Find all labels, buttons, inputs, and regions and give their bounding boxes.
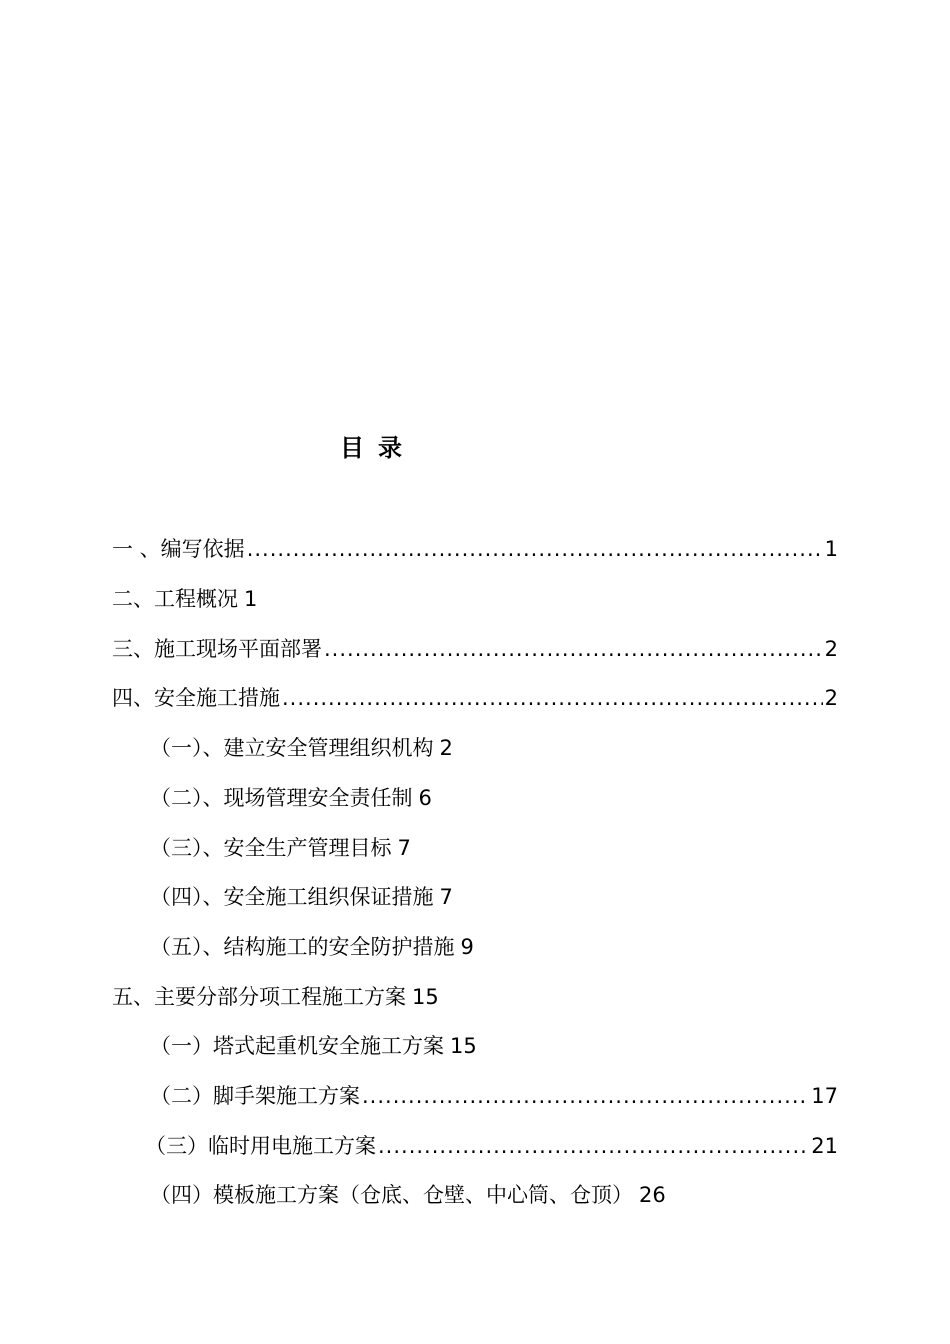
toc-entry[interactable] <box>112 980 439 1014</box>
toc-entry-label: （五）、结构施工的安全防护措施 <box>150 935 455 959</box>
toc-leader-dots <box>362 1079 809 1113</box>
toc-entry-page: 7 <box>397 836 411 860</box>
toc-entry[interactable] <box>150 1029 477 1063</box>
toc-entry[interactable] <box>150 1178 666 1212</box>
toc-entry[interactable] <box>150 781 432 815</box>
toc-entry[interactable] <box>112 582 257 616</box>
toc-entry[interactable] <box>112 632 838 666</box>
toc-entry-page: 1 <box>244 587 258 611</box>
toc-entry-page: 15 <box>412 985 439 1009</box>
toc-leader-dots <box>247 532 823 566</box>
toc-entry[interactable] <box>150 880 453 914</box>
toc-entry[interactable] <box>150 1079 838 1113</box>
toc-entry[interactable] <box>112 681 838 715</box>
toc-entry-label: 五、主要分部分项工程施工方案 <box>112 985 406 1009</box>
toc-entry-page: 6 <box>418 786 432 810</box>
toc-entry-page: 1 <box>824 537 838 561</box>
toc-entry[interactable] <box>145 1129 838 1163</box>
toc-entry-label: （一）、建立安全管理组织机构 <box>150 736 434 760</box>
toc-leader-dots <box>378 1129 809 1163</box>
toc-entry-page: 2 <box>439 736 453 760</box>
toc-entry-label: （二）脚手架施工方案 <box>150 1084 360 1108</box>
toc-entry-page: 17 <box>811 1084 838 1108</box>
toc-leader-dots <box>324 632 823 666</box>
toc-entry-label: （四）、安全施工组织保证措施 <box>150 885 434 909</box>
toc-entry-label: （二）、现场管理安全责任制 <box>150 786 413 810</box>
toc-entry-label: 一 、编写依据 <box>112 537 245 561</box>
toc-entry-page: 21 <box>811 1134 838 1158</box>
toc-entry-page: 2 <box>824 637 838 661</box>
toc-entry-label: 三、施工现场平面部署 <box>112 637 322 661</box>
toc-entry[interactable] <box>112 532 838 566</box>
toc-entry-page: 2 <box>824 686 838 710</box>
toc-title: 目录 <box>340 434 416 462</box>
toc-leader-dots <box>282 681 823 715</box>
toc-entry-label: （三）、安全生产管理目标 <box>150 836 392 860</box>
toc-entry-label: 二、工程概况 <box>112 587 238 611</box>
toc-entry[interactable] <box>150 831 411 865</box>
toc-entry-label: （三）临时用电施工方案 <box>145 1134 376 1158</box>
toc-entry-label: 四、安全施工措施 <box>112 686 280 710</box>
toc-entry[interactable] <box>150 930 474 964</box>
toc-entry-page: 9 <box>460 935 474 959</box>
toc-entry-page: 7 <box>439 885 453 909</box>
toc-entry[interactable] <box>150 731 453 765</box>
toc-entry-page: 26 <box>639 1183 666 1207</box>
toc-entry-label: （一）塔式起重机安全施工方案 <box>150 1034 444 1058</box>
toc-entry-label: （四）模板施工方案（仓底、仓壁、中心筒、仓顶） <box>150 1183 633 1207</box>
toc-entry-page: 15 <box>450 1034 477 1058</box>
